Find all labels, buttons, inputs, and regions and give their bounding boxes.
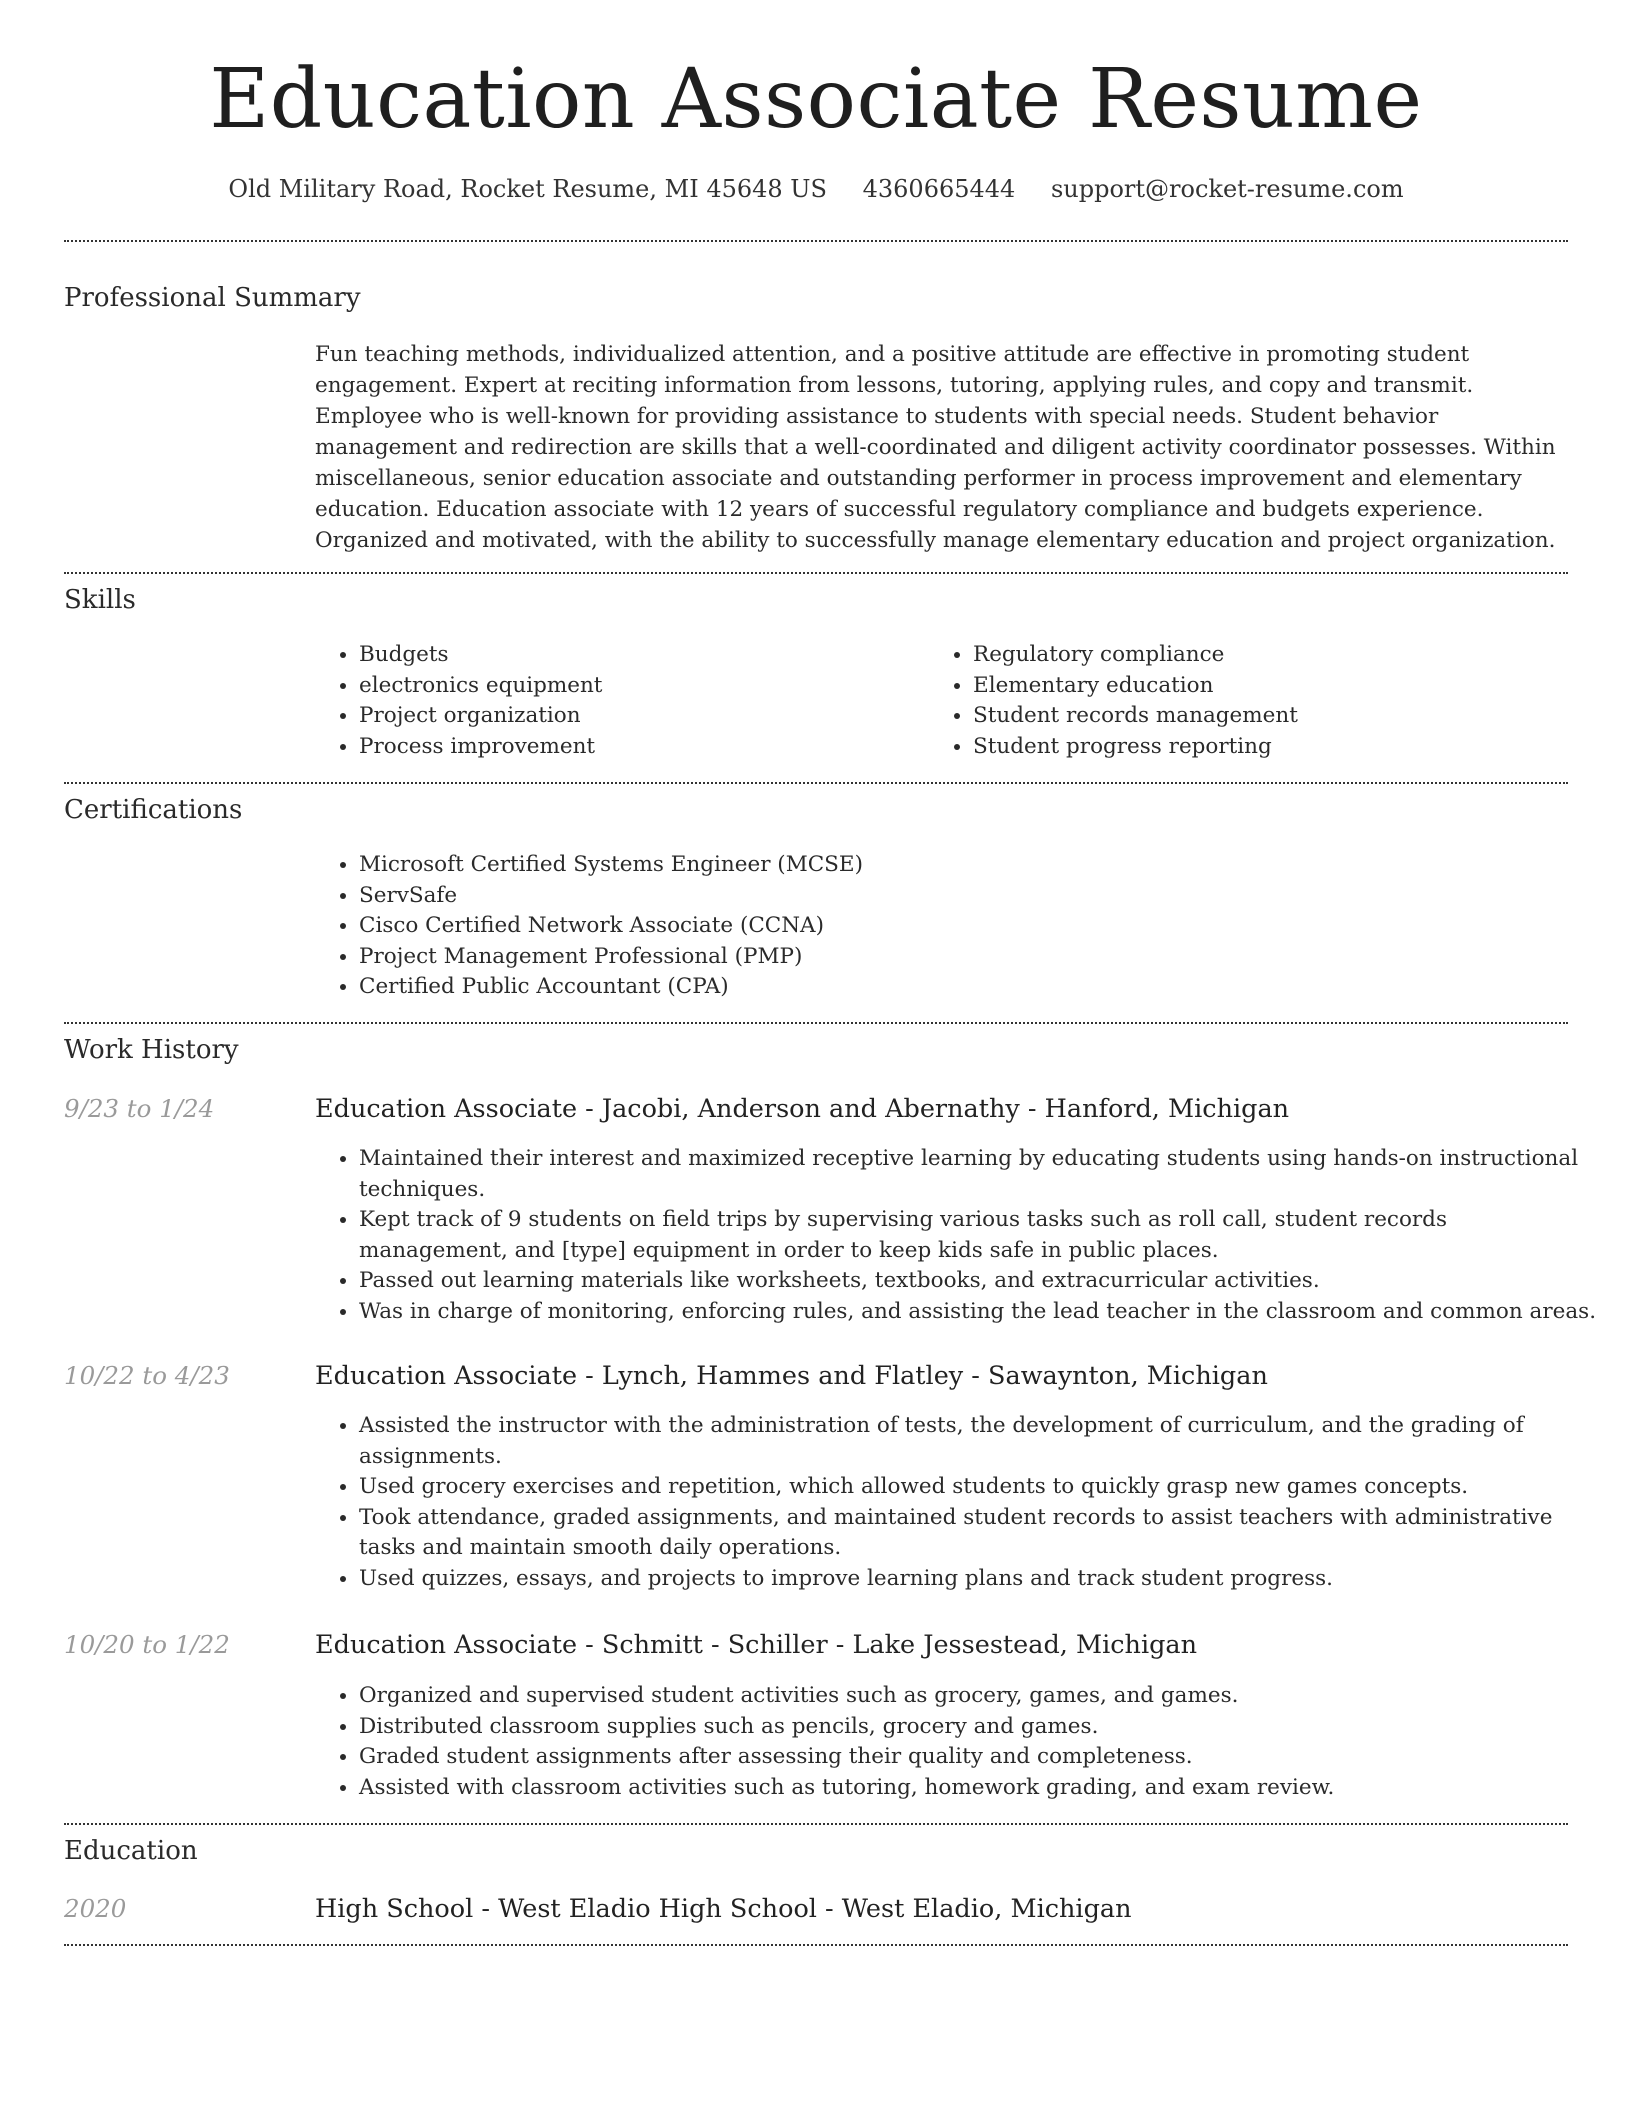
section-title-skills: Skills (64, 585, 136, 615)
job-title: Education Associate - Jacobi, Anderson and Abernathy - Hanford, Michigan (315, 1094, 1290, 1124)
section-title-work: Work History (64, 1035, 239, 1065)
skill-item: • Budgets (359, 640, 919, 671)
divider (64, 1022, 1568, 1024)
certification-item: • Project Management Professional (PMP) (359, 942, 1559, 973)
certification-item: • Cisco Certified Network Associate (CCNA) (359, 911, 1559, 942)
contact-phone: 4360665444 (862, 175, 1016, 203)
resume-header (0, 0, 1632, 204)
section-title-summary: Professional Summary (64, 283, 361, 313)
job-bullets (315, 1144, 1599, 1328)
job-bullet: • Maintained their interest and maximized receptive learning by educating students using hands-on instructional techniques. (359, 1144, 1599, 1205)
skill-item: • electronics equipment (359, 671, 919, 702)
skills-list-left (315, 640, 919, 762)
job-bullet: • Was in charge of monitoring, enforcing rules, and assisting the lead teacher in the classroom and common areas. (359, 1297, 1599, 1328)
job-bullet: • Graded student assignments after assessing their quality and completeness. (359, 1742, 1599, 1773)
job-bullet: • Assisted the instructor with the administration of tests, the development of curriculum, and the grading of assignments. (359, 1411, 1599, 1472)
skill-item: • Regulatory compliance (973, 640, 1573, 671)
contact-address: Old Military Road, Rocket Resume, MI 45648 US (228, 175, 827, 203)
divider (64, 572, 1568, 574)
job-bullet: • Assisted with classroom activities such as tutoring, homework grading, and exam review. (359, 1773, 1599, 1804)
job-title: Education Associate - Schmitt - Schiller - Lake Jessestead, Michigan (315, 1630, 1198, 1660)
skill-item: • Process improvement (359, 732, 919, 763)
job-bullets (315, 1681, 1599, 1803)
job-date: 10/20 to 1/22 (64, 1630, 230, 1659)
skill-item: • Elementary education (973, 671, 1573, 702)
certification-item: • ServSafe (359, 881, 1559, 912)
certifications-list (315, 850, 1559, 1003)
job-bullets (315, 1411, 1599, 1595)
skill-item: • Project organization (359, 701, 919, 732)
contact-line (0, 174, 1632, 204)
contact-email: support@rocket-resume.com (1050, 175, 1404, 203)
summary-text: Fun teaching methods, individualized attention, and a positive attitude are effective in promoting student engagement. Expert at reciting information from lessons, tutoring, applying rules, and copy and transmit. Employee who is well-known for providing assistance to students with special needs. Student behavior management and redirection are skills that a well-coordinated and diligent activity coordinator possesses. Within miscellaneous, senior education associate and outstanding performer in process improvement and elementary education. Education associate with 12 years of successful regulatory compliance and budgets experience. Organized and motivated, with the ability to successfully manage elementary education and project organization. (315, 342, 1556, 553)
divider (64, 240, 1568, 242)
resume-name: Education Associate Resume (209, 52, 1423, 147)
job-bullet: • Kept track of 9 students on field trips by supervising various tasks such as roll call, student records management, and [type] equipment in order to keep kids safe in public places. (359, 1205, 1599, 1266)
job-title: Education Associate - Lynch, Hammes and Flatley - Sawaynton, Michigan (315, 1361, 1268, 1391)
job-bullet: • Passed out learning materials like worksheets, textbooks, and extracurricular activities. (359, 1266, 1599, 1297)
job-date: 10/22 to 4/23 (64, 1361, 230, 1390)
skill-item: • Student progress reporting (973, 732, 1573, 763)
job-bullet: • Used quizzes, essays, and projects to improve learning plans and track student progress. (359, 1564, 1599, 1595)
divider (64, 1823, 1568, 1825)
skills-list-right (929, 640, 1573, 762)
job-date: 9/23 to 1/24 (64, 1094, 215, 1123)
skill-item: • Student records management (973, 701, 1573, 732)
education-date: 2020 (64, 1894, 127, 1923)
job-bullet: • Organized and supervised student activities such as grocery, games, and games. (359, 1681, 1599, 1712)
certification-item: • Certified Public Accountant (CPA) (359, 972, 1559, 1003)
education-entry: High School - West Eladio High School - West Eladio, Michigan (315, 1894, 1132, 1924)
section-title-education: Education (64, 1836, 198, 1866)
job-bullet: • Used grocery exercises and repetition, which allowed students to quickly grasp new games concepts. (359, 1472, 1599, 1503)
job-bullet: • Took attendance, graded assignments, and maintained student records to assist teachers with administrative tasks and maintain smooth daily operations. (359, 1503, 1599, 1564)
section-title-certifications: Certifications (64, 795, 243, 825)
job-bullet: • Distributed classroom supplies such as pencils, grocery and games. (359, 1712, 1599, 1743)
divider (64, 782, 1568, 784)
divider (64, 1944, 1568, 1946)
certification-item: • Microsoft Certified Systems Engineer (MCSE) (359, 850, 1559, 881)
